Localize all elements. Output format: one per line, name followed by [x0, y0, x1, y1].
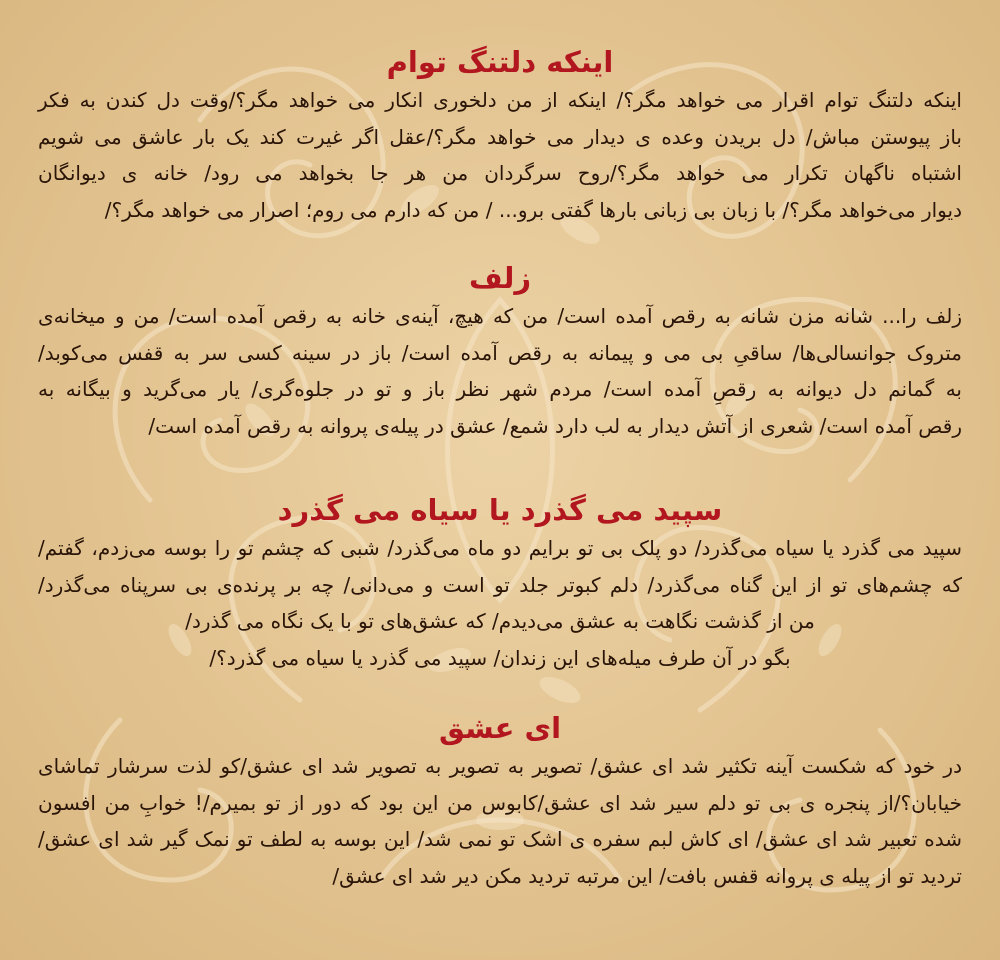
poem-line: شده تعبیر شد ای عشق/ ای کاش لبم سفره ی اشک تو نمی شد/ این بوسه به لطف تو نمک گیر شد ای عشق/	[38, 827, 962, 851]
poem-line: زلف را... شانه مزن شانه به رقص آمده است/ من که هیچ، آینه‌ی خانه به رقص آمده است/ من و میخانه‌ی	[38, 304, 962, 328]
poem-line: سپید می گذرد یا سیاه می‌گذرد/ دو پلک بی تو برایم دو ماه می‌گذرد/ شبی که چشم تو را بوسه می‌زدم، گفتم/	[38, 536, 962, 560]
poem-line: باز پیوستن مباش/ دل بریدن وعده ی دیدار می خواهد مگر؟/عقل اگر غیرت کند یک بار عاشق می شویم	[38, 124, 962, 149]
poem-line: در خود که شکست آینه تکثیر شد ای عشق/ تصویر به تصویر به تصویر شد ای عشق/کو لذت سرشار تماشای	[38, 754, 962, 778]
poem-line: متروک جوانسالی‌ها/ ساقیِ بی می و پیمانه به رقص آمده است/ باز در سینه کسی سر به قفس می‌کوبد/	[38, 340, 962, 365]
poem-line: خیابان؟/از پنجره ی بی تو دلم سیر شد ای عشق/کابوس من این بود که دور از تو بمیرم/! خوابِ من افسون	[38, 790, 962, 815]
poem-title: ای عشق	[438, 711, 562, 745]
poem-section	[0, 490, 1000, 676]
poem-line: بگو در آن طرف میله‌های این زندان/ سپید می گذرد یا سیاه می گذرد؟/	[209, 645, 791, 670]
poem-section	[0, 42, 1000, 228]
poem-title: زلف	[468, 261, 532, 295]
poem-title: اینکه دلتنگ توام	[386, 45, 614, 79]
poem-line: دیوار می‌خواهد مگر؟/ با زبان بی زبانی بارها گفتی برو... / من که دارم می روم؛ اصرار می خواهد مگر؟/	[104, 197, 962, 222]
poem-section	[0, 258, 1000, 444]
poem-title: سپید می گذرد یا سیاه می گذرد	[277, 493, 723, 527]
poem-line: اینکه دلتنگ توام اقرار می خواهد مگر؟/ اینکه از من دلخوری انکار می خواهد مگر؟/وقت دل کندن به فکر	[38, 88, 962, 112]
poem-line: که چشم‌های تو از این گناه می‌گذرد/ دلم کبوتر جلد تو است و می‌دانی/ چه بر پرنده‌ی بی سرپناه می‌گذرد/	[38, 572, 962, 597]
poem-line: رقص آمده است/ شعری از آتش دیدار به لب دارد شمع/ عشق در پیله‌ی پروانه به رقص آمده است/	[148, 413, 962, 438]
poem-section	[0, 708, 1000, 894]
poem-line: من از گذشت نگاهت به عشق می‌دیدم/ که عشق‌های تو با یک نگاه می گذرد/	[185, 609, 815, 633]
poem-line: تردید تو از پیله ی پروانه قفس بافت/ این مرتبه تردید مکن دیر شد ای عشق/	[332, 863, 962, 888]
poem-line: اشتباه ناگهان تکرار می خواهد مگر؟/روح سرگردان من هر جا بخواهد می رود/ خانه ی دیوانگان	[38, 161, 962, 185]
poem-line: به گمانم دل دیوانه به رقصِ آمده است/ مردم شهر نظر باز و تو در جلوه‌گری/ یار می‌گرید و بیگانه به	[38, 377, 962, 401]
